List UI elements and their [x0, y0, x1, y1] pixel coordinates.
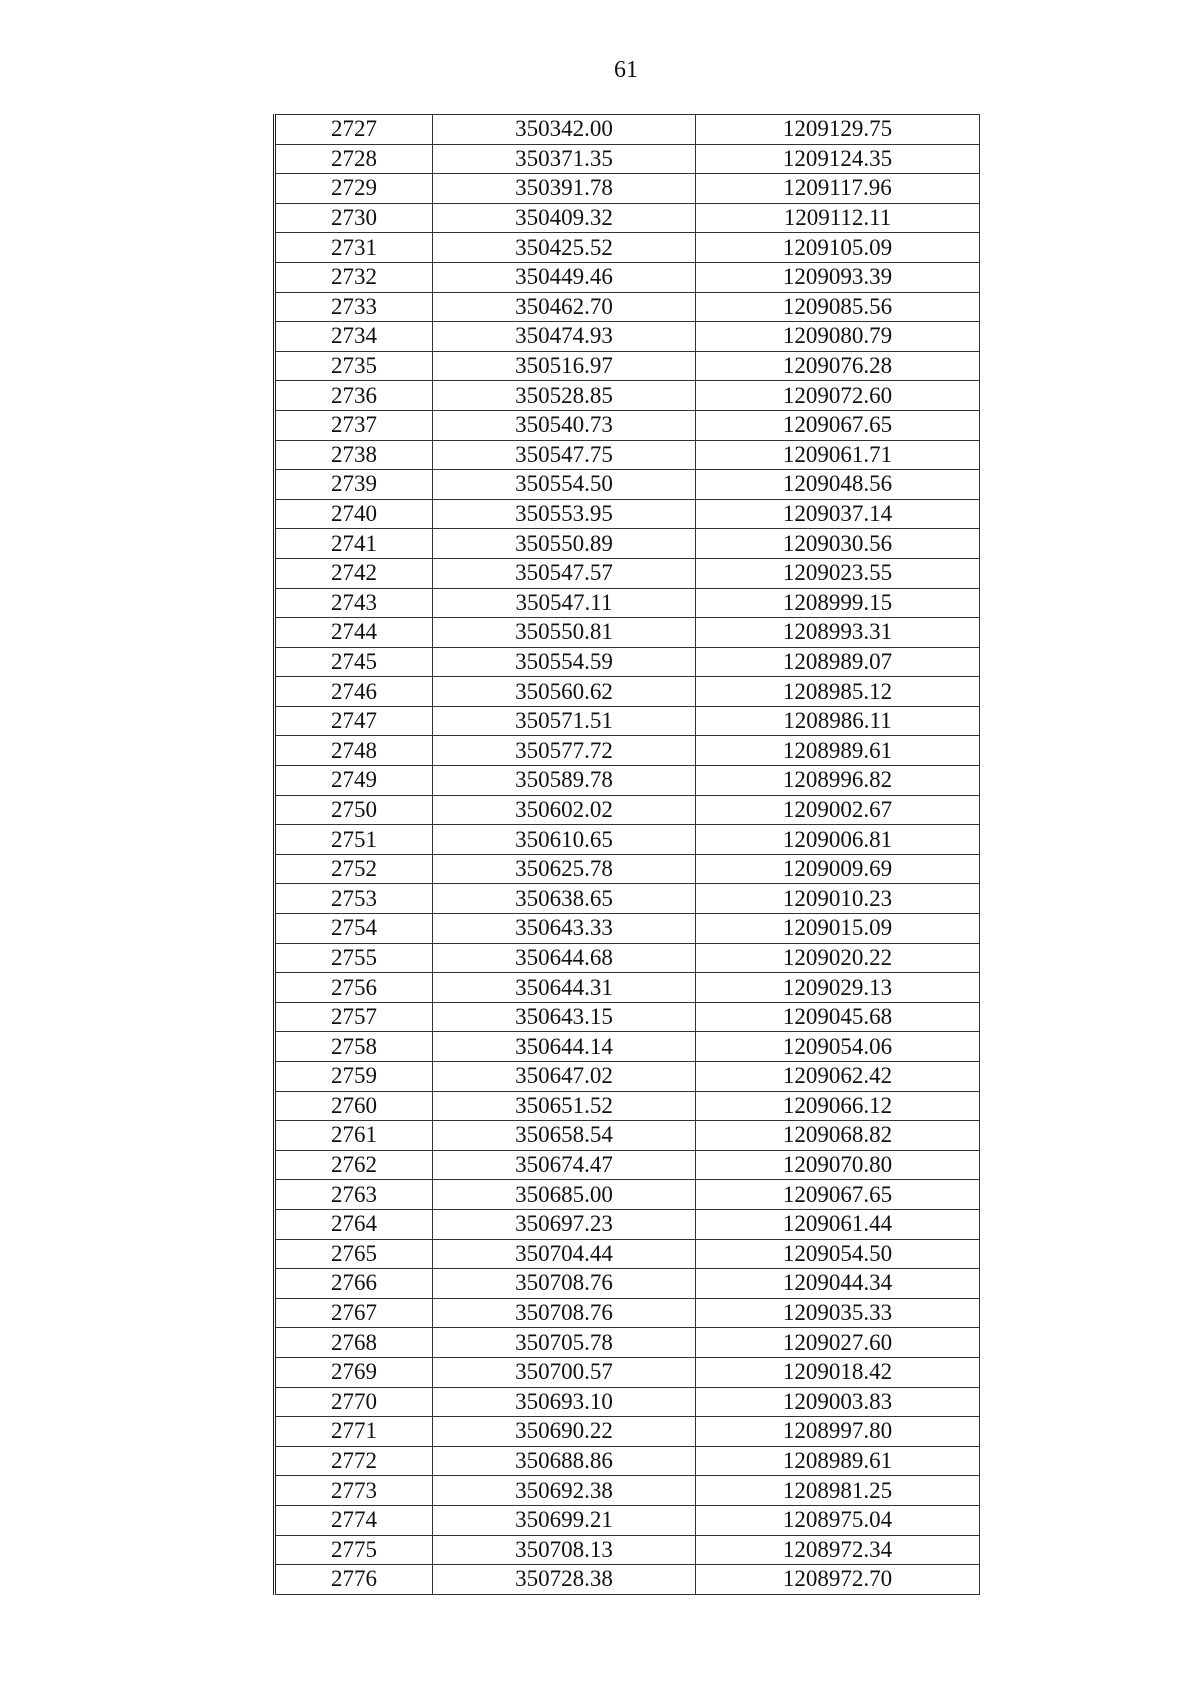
table-row: [275, 736, 980, 766]
x-coordinate-cell: 350554.50: [433, 470, 696, 500]
x-coordinate-cell: 350409.32: [433, 203, 696, 233]
table-row: [275, 203, 980, 233]
x-coordinate-cell: 350638.65: [433, 884, 696, 914]
page-number: 61: [614, 57, 638, 83]
x-coordinate-cell: 350692.38: [433, 1476, 696, 1506]
y-coordinate-cell: 1209029.13: [696, 973, 980, 1003]
table-row: [275, 1091, 980, 1121]
x-coordinate-cell: 350693.10: [433, 1387, 696, 1417]
y-coordinate-cell: 1209027.60: [696, 1328, 980, 1358]
table-row: [275, 1239, 980, 1269]
y-coordinate-cell: 1208989.61: [696, 736, 980, 766]
x-coordinate-cell: 350610.65: [433, 825, 696, 855]
x-coordinate-cell: 350658.54: [433, 1121, 696, 1151]
y-coordinate-cell: 1208997.80: [696, 1417, 980, 1447]
point-number-cell: 2740: [275, 499, 433, 529]
point-number-cell: 2748: [275, 736, 433, 766]
x-coordinate-cell: 350540.73: [433, 410, 696, 440]
coordinates-table: [273, 114, 980, 1595]
table-row: [275, 1209, 980, 1239]
point-number-cell: 2731: [275, 233, 433, 263]
table-row: [275, 1565, 980, 1595]
x-coordinate-cell: 350462.70: [433, 292, 696, 322]
point-number-cell: 2727: [275, 115, 433, 145]
y-coordinate-cell: 1209062.42: [696, 1062, 980, 1092]
x-coordinate-cell: 350705.78: [433, 1328, 696, 1358]
y-coordinate-cell: 1209023.55: [696, 558, 980, 588]
table-row: [275, 440, 980, 470]
table-row: [275, 322, 980, 352]
y-coordinate-cell: 1209044.34: [696, 1269, 980, 1299]
table-row: [275, 351, 980, 381]
coordinates-table-body: [275, 115, 980, 1595]
x-coordinate-cell: 350697.23: [433, 1209, 696, 1239]
table-row: [275, 470, 980, 500]
x-coordinate-cell: 350602.02: [433, 795, 696, 825]
point-number-cell: 2759: [275, 1062, 433, 1092]
y-coordinate-cell: 1209054.50: [696, 1239, 980, 1269]
point-number-cell: 2743: [275, 588, 433, 618]
point-number-cell: 2751: [275, 825, 433, 855]
y-coordinate-cell: 1208985.12: [696, 677, 980, 707]
table-row: [275, 292, 980, 322]
x-coordinate-cell: 350625.78: [433, 854, 696, 884]
point-number-cell: 2752: [275, 854, 433, 884]
y-coordinate-cell: 1209124.35: [696, 144, 980, 174]
table-row: [275, 233, 980, 263]
table-row: [275, 1476, 980, 1506]
table-row: [275, 1180, 980, 1210]
y-coordinate-cell: 1209105.09: [696, 233, 980, 263]
point-number-cell: 2774: [275, 1505, 433, 1535]
table-row: [275, 529, 980, 559]
point-number-cell: 2754: [275, 914, 433, 944]
point-number-cell: 2776: [275, 1565, 433, 1595]
x-coordinate-cell: 350560.62: [433, 677, 696, 707]
table-row: [275, 381, 980, 411]
point-number-cell: 2757: [275, 1002, 433, 1032]
point-number-cell: 2766: [275, 1269, 433, 1299]
table-row: [275, 1446, 980, 1476]
x-coordinate-cell: 350708.76: [433, 1269, 696, 1299]
table-row: [275, 1357, 980, 1387]
y-coordinate-cell: 1209067.65: [696, 1180, 980, 1210]
x-coordinate-cell: 350577.72: [433, 736, 696, 766]
x-coordinate-cell: 350547.75: [433, 440, 696, 470]
y-coordinate-cell: 1209070.80: [696, 1150, 980, 1180]
point-number-cell: 2747: [275, 706, 433, 736]
y-coordinate-cell: 1209018.42: [696, 1357, 980, 1387]
table-row: [275, 1062, 980, 1092]
table-row: [275, 174, 980, 204]
y-coordinate-cell: 1209030.56: [696, 529, 980, 559]
y-coordinate-cell: 1209010.23: [696, 884, 980, 914]
y-coordinate-cell: 1208975.04: [696, 1505, 980, 1535]
x-coordinate-cell: 350690.22: [433, 1417, 696, 1447]
table-row: [275, 144, 980, 174]
y-coordinate-cell: 1209117.96: [696, 174, 980, 204]
point-number-cell: 2761: [275, 1121, 433, 1151]
point-number-cell: 2755: [275, 943, 433, 973]
y-coordinate-cell: 1209061.44: [696, 1209, 980, 1239]
y-coordinate-cell: 1208996.82: [696, 766, 980, 796]
x-coordinate-cell: 350674.47: [433, 1150, 696, 1180]
point-number-cell: 2758: [275, 1032, 433, 1062]
point-number-cell: 2770: [275, 1387, 433, 1417]
y-coordinate-cell: 1209054.06: [696, 1032, 980, 1062]
table-row: [275, 1387, 980, 1417]
y-coordinate-cell: 1209067.65: [696, 410, 980, 440]
x-coordinate-cell: 350644.31: [433, 973, 696, 1003]
x-coordinate-cell: 350699.21: [433, 1505, 696, 1535]
point-number-cell: 2771: [275, 1417, 433, 1447]
table-row: [275, 677, 980, 707]
point-number-cell: 2753: [275, 884, 433, 914]
x-coordinate-cell: 350425.52: [433, 233, 696, 263]
table-row: [275, 766, 980, 796]
point-number-cell: 2762: [275, 1150, 433, 1180]
y-coordinate-cell: 1209037.14: [696, 499, 980, 529]
x-coordinate-cell: 350554.59: [433, 647, 696, 677]
point-number-cell: 2735: [275, 351, 433, 381]
y-coordinate-cell: 1208993.31: [696, 618, 980, 648]
table-row: [275, 1002, 980, 1032]
y-coordinate-cell: 1209061.71: [696, 440, 980, 470]
point-number-cell: 2768: [275, 1328, 433, 1358]
table-row: [275, 943, 980, 973]
point-number-cell: 2769: [275, 1357, 433, 1387]
x-coordinate-cell: 350547.11: [433, 588, 696, 618]
point-number-cell: 2732: [275, 262, 433, 292]
table-row: [275, 854, 980, 884]
y-coordinate-cell: 1208972.34: [696, 1535, 980, 1565]
x-coordinate-cell: 350528.85: [433, 381, 696, 411]
x-coordinate-cell: 350685.00: [433, 1180, 696, 1210]
point-number-cell: 2765: [275, 1239, 433, 1269]
y-coordinate-cell: 1209080.79: [696, 322, 980, 352]
table-row: [275, 1269, 980, 1299]
table-row: [275, 914, 980, 944]
y-coordinate-cell: 1209066.12: [696, 1091, 980, 1121]
table-row: [275, 884, 980, 914]
point-number-cell: 2749: [275, 766, 433, 796]
table-row: [275, 647, 980, 677]
table-row: [275, 1417, 980, 1447]
point-number-cell: 2741: [275, 529, 433, 559]
y-coordinate-cell: 1208972.70: [696, 1565, 980, 1595]
x-coordinate-cell: 350647.02: [433, 1062, 696, 1092]
table-row: [275, 1032, 980, 1062]
y-coordinate-cell: 1209129.75: [696, 115, 980, 145]
x-coordinate-cell: 350644.14: [433, 1032, 696, 1062]
point-number-cell: 2728: [275, 144, 433, 174]
y-coordinate-cell: 1209020.22: [696, 943, 980, 973]
point-number-cell: 2756: [275, 973, 433, 1003]
point-number-cell: 2760: [275, 1091, 433, 1121]
table-row: [275, 973, 980, 1003]
table-row: [275, 1121, 980, 1151]
point-number-cell: 2745: [275, 647, 433, 677]
x-coordinate-cell: 350651.52: [433, 1091, 696, 1121]
x-coordinate-cell: 350571.51: [433, 706, 696, 736]
y-coordinate-cell: 1209112.11: [696, 203, 980, 233]
y-coordinate-cell: 1209045.68: [696, 1002, 980, 1032]
table-row: [275, 1505, 980, 1535]
point-number-cell: 2763: [275, 1180, 433, 1210]
x-coordinate-cell: 350547.57: [433, 558, 696, 588]
table-row: [275, 618, 980, 648]
point-number-cell: 2737: [275, 410, 433, 440]
point-number-cell: 2764: [275, 1209, 433, 1239]
table-row: [275, 1328, 980, 1358]
x-coordinate-cell: 350516.97: [433, 351, 696, 381]
table-row: [275, 795, 980, 825]
y-coordinate-cell: 1208981.25: [696, 1476, 980, 1506]
y-coordinate-cell: 1209006.81: [696, 825, 980, 855]
y-coordinate-cell: 1209085.56: [696, 292, 980, 322]
y-coordinate-cell: 1209002.67: [696, 795, 980, 825]
y-coordinate-cell: 1208986.11: [696, 706, 980, 736]
y-coordinate-cell: 1209009.69: [696, 854, 980, 884]
table-row: [275, 262, 980, 292]
x-coordinate-cell: 350449.46: [433, 262, 696, 292]
point-number-cell: 2738: [275, 440, 433, 470]
point-number-cell: 2734: [275, 322, 433, 352]
table-row: [275, 1535, 980, 1565]
table-row: [275, 588, 980, 618]
table-row: [275, 1298, 980, 1328]
x-coordinate-cell: 350688.86: [433, 1446, 696, 1476]
table-row: [275, 1150, 980, 1180]
y-coordinate-cell: 1209035.33: [696, 1298, 980, 1328]
y-coordinate-cell: 1209093.39: [696, 262, 980, 292]
y-coordinate-cell: 1208989.61: [696, 1446, 980, 1476]
table-row: [275, 410, 980, 440]
point-number-cell: 2736: [275, 381, 433, 411]
point-number-cell: 2744: [275, 618, 433, 648]
x-coordinate-cell: 350704.44: [433, 1239, 696, 1269]
table-row: [275, 499, 980, 529]
table-row: [275, 115, 980, 145]
x-coordinate-cell: 350391.78: [433, 174, 696, 204]
point-number-cell: 2750: [275, 795, 433, 825]
table-row: [275, 825, 980, 855]
x-coordinate-cell: 350589.78: [433, 766, 696, 796]
x-coordinate-cell: 350553.95: [433, 499, 696, 529]
x-coordinate-cell: 350371.35: [433, 144, 696, 174]
y-coordinate-cell: 1209072.60: [696, 381, 980, 411]
x-coordinate-cell: 350708.13: [433, 1535, 696, 1565]
x-coordinate-cell: 350550.89: [433, 529, 696, 559]
x-coordinate-cell: 350550.81: [433, 618, 696, 648]
x-coordinate-cell: 350643.33: [433, 914, 696, 944]
x-coordinate-cell: 350728.38: [433, 1565, 696, 1595]
point-number-cell: 2773: [275, 1476, 433, 1506]
y-coordinate-cell: 1209076.28: [696, 351, 980, 381]
y-coordinate-cell: 1208989.07: [696, 647, 980, 677]
x-coordinate-cell: 350708.76: [433, 1298, 696, 1328]
point-number-cell: 2739: [275, 470, 433, 500]
point-number-cell: 2742: [275, 558, 433, 588]
x-coordinate-cell: 350342.00: [433, 115, 696, 145]
x-coordinate-cell: 350643.15: [433, 1002, 696, 1032]
table-row: [275, 558, 980, 588]
x-coordinate-cell: 350700.57: [433, 1357, 696, 1387]
point-number-cell: 2746: [275, 677, 433, 707]
y-coordinate-cell: 1209048.56: [696, 470, 980, 500]
point-number-cell: 2772: [275, 1446, 433, 1476]
x-coordinate-cell: 350644.68: [433, 943, 696, 973]
x-coordinate-cell: 350474.93: [433, 322, 696, 352]
y-coordinate-cell: 1208999.15: [696, 588, 980, 618]
point-number-cell: 2733: [275, 292, 433, 322]
table-row: [275, 706, 980, 736]
y-coordinate-cell: 1209068.82: [696, 1121, 980, 1151]
point-number-cell: 2729: [275, 174, 433, 204]
point-number-cell: 2767: [275, 1298, 433, 1328]
y-coordinate-cell: 1209015.09: [696, 914, 980, 944]
y-coordinate-cell: 1209003.83: [696, 1387, 980, 1417]
point-number-cell: 2730: [275, 203, 433, 233]
point-number-cell: 2775: [275, 1535, 433, 1565]
